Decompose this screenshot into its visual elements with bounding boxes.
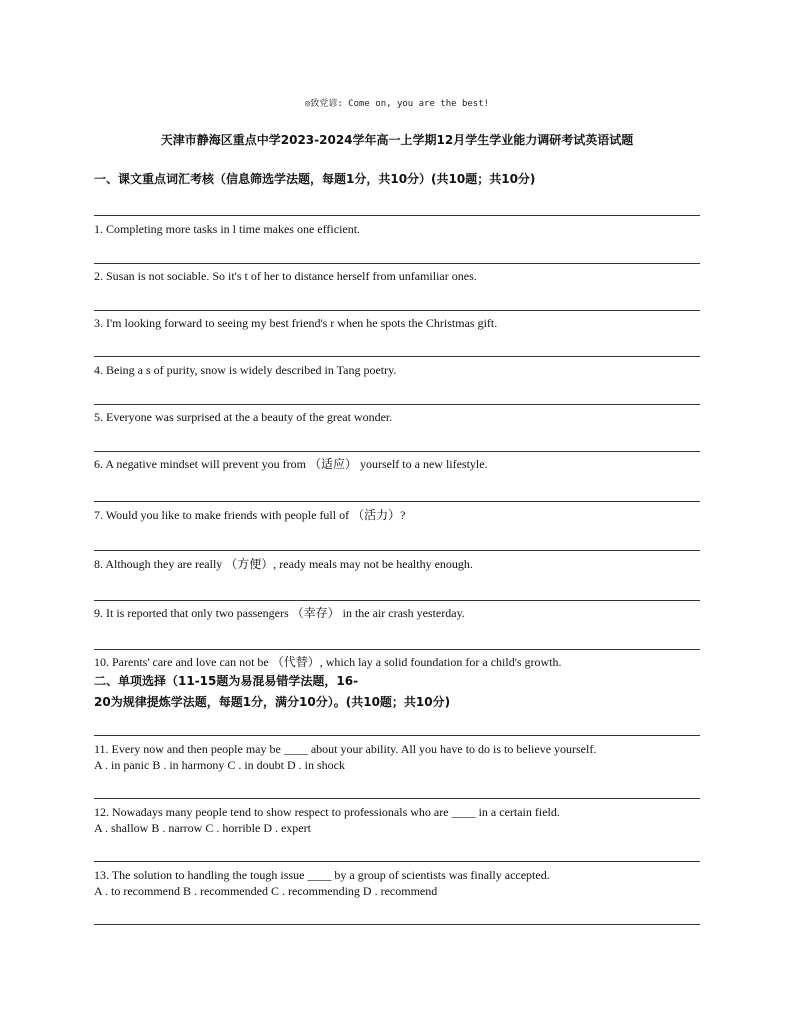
answer-line [94,735,700,736]
question-9: 9. It is reported that only two passengers （幸存） in the air crash yesterday. [94,606,465,620]
section-1-heading: 一、课文重点词汇考核（信息筛选学法题，每题1分，共10分）(共10题；共10分) [94,172,536,186]
header-motto: ◎致党谚: Come on, you are the best! [304,99,490,109]
question-6: 6. A negative mindset will prevent you from （适应） yourself to a new lifestyle. [94,457,488,471]
answer-line [94,861,700,862]
answer-line [94,649,700,650]
question-7: 7. Would you like to make friends with people full of （活力）? [94,508,406,522]
question-8: 8. Although they are really （方便）, ready meals may not be healthy enough. [94,557,473,571]
answer-line [94,600,700,601]
answer-line [94,310,700,311]
question-1: 1. Completing more tasks in l time makes one efficient. [94,222,361,236]
question-11-stem: 11. Every now and then people may be ____ about your ability. All you have to do is to believe yourself. [94,742,597,756]
question-5: 5. Everyone was surprised at the a beauty of the great wonder. [94,410,393,424]
answer-line [94,356,700,357]
section-2-heading [94,672,714,712]
question-4: 4. Being a s of purity, snow is widely described in Tang poetry. [94,363,397,377]
answer-line [94,501,700,502]
question-12-options: A . shallow B . narrow C . horrible D . expert [94,821,311,835]
exam-title: 天津市静海区重点中学2023-2024学年高一上学期12月学生学业能力调研考试英语试题 [160,133,634,147]
question-13-options: A . to recommend B . recommended C . recommending D . recommend [94,884,438,898]
answer-line [94,550,700,551]
question-11-options: A . in panic B . in harmony C . in doubt D . in shock [94,758,345,772]
answer-line [94,798,700,799]
answer-line [94,924,700,925]
question-2: 2. Susan is not sociable. So it's t of her to distance herself from unfamiliar ones. [94,269,477,283]
answer-line [94,404,700,405]
question-12-stem: 12. Nowadays many people tend to show respect to professionals who are ____ in a certain field. [94,805,560,819]
question-3: 3. I'm looking forward to seeing my best friend's r when he spots the Christmas gift. [94,316,498,330]
question-13-stem: 13. The solution to handling the tough issue ____ by a group of scientists was finally accepted. [94,868,550,882]
section-2-heading-line-2: 20为规律提炼学法题，每题1分，满分10分）。(共10题；共10分) [94,695,451,709]
section-2-heading-line-1: 二、单项选择（11-15题为易混易错学法题，16- [94,674,359,688]
answer-line [94,451,700,452]
question-10: 10. Parents' care and love can not be （代替）, which lay a solid foundation for a child's growth. [94,655,562,669]
answer-line [94,263,700,264]
answer-line [94,215,700,216]
